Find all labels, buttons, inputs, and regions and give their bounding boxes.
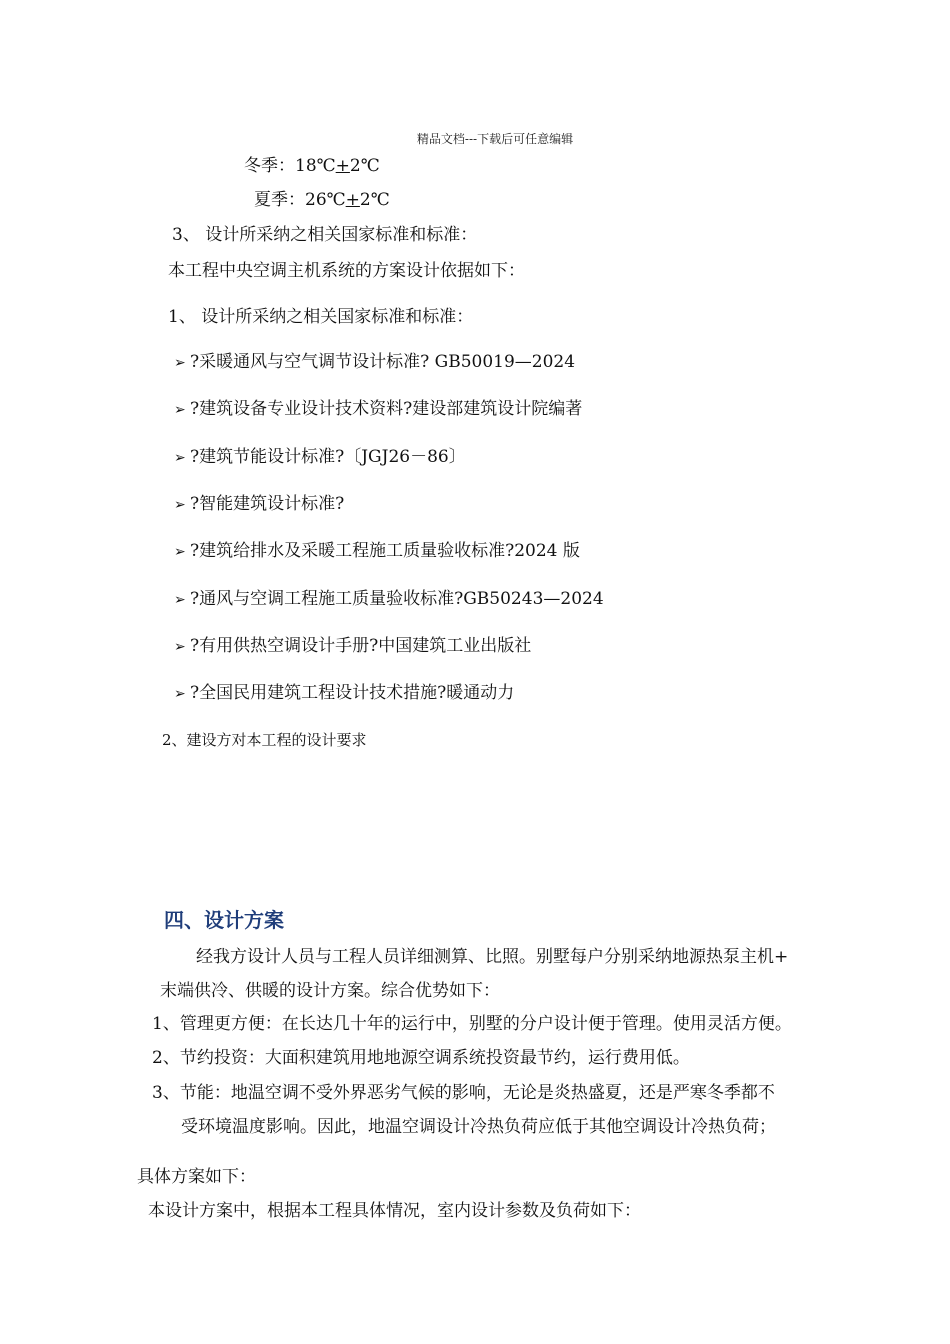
standard-item: [174, 638, 531, 655]
bullet-arrow-icon: ➢: [174, 402, 186, 418]
standard-text: ?有用供热空调设计手册?中国建筑工业出版社: [190, 636, 532, 656]
winter-temp-pm: +: [335, 156, 350, 176]
advantage-item: 2、节约投资：大面积建筑用地地源空调系统投资最节约，运行费用低。: [152, 1048, 690, 1068]
bullet-arrow-icon: ➢: [174, 497, 186, 513]
standard-text: ?建筑设备专业设计技术资料?建设部建筑设计院编著: [190, 399, 583, 419]
plan-intro: 具体方案如下：: [137, 1167, 256, 1187]
standard-text: ?采暖通风与空气调节设计标准? GB50019—2024: [190, 352, 576, 372]
bullet-arrow-icon: ➢: [174, 686, 186, 702]
paragraph-line-1: 经我方设计人员与工程人员详细测算、比照。别墅每户分别采纳地源热泵主机+: [196, 947, 789, 967]
summer-temperature: [254, 192, 390, 209]
standard-item: [174, 354, 575, 371]
standard-text: ?建筑节能设计标准?〔JGJ26－86〕: [190, 447, 466, 467]
section-1-heading: 1、 设计所采纳之相关国家标准和标准：: [168, 307, 474, 327]
standard-text: ?通风与空调工程施工质量验收标准?GB50243—2024: [190, 589, 604, 609]
standard-text: ?全国民用建筑工程设计技术措施?暖通动力: [190, 683, 515, 703]
section-2-heading: 2、建设方对本工程的设计要求: [162, 731, 367, 749]
chapter-title: 四、设计方案: [164, 908, 284, 932]
standard-item: [174, 543, 580, 560]
standard-item: [174, 401, 582, 418]
winter-temp-suffix: 2℃: [349, 156, 380, 176]
standard-item: [174, 591, 604, 608]
advantage-item: 1、管理更方便：在长达几十年的运行中，别墅的分户设计便于管理。使用灵活方便。: [152, 1014, 792, 1034]
bullet-arrow-icon: ➢: [174, 450, 186, 466]
advantage-item-continuation: 受环境温度影响。因此，地温空调设计冷热负荷应低于其他空调设计冷热负荷；: [181, 1117, 776, 1137]
standard-item: [174, 496, 344, 513]
winter-temp-prefix: 冬季：18℃: [244, 156, 336, 176]
plan-detail: 本设计方案中，根据本工程具体情况，室内设计参数及负荷如下：: [148, 1201, 641, 1221]
advantage-item: 3、节能：地温空调不受外界恶劣气候的影响，无论是炎热盛夏，还是严寒冬季都不: [152, 1083, 775, 1103]
section-3-heading: 3、 设计所采纳之相关国家标准和标准：: [172, 225, 478, 245]
standard-item: [174, 685, 514, 702]
bullet-arrow-icon: ➢: [174, 639, 186, 655]
summer-temp-prefix: 夏季：26℃: [254, 190, 346, 210]
basis-intro: 本工程中央空调主机系统的方案设计依据如下：: [168, 261, 525, 281]
standard-item: [174, 449, 466, 466]
winter-temperature: [244, 158, 380, 175]
paragraph-line-2: 末端供冷、供暖的设计方案。综合优势如下：: [160, 981, 500, 1001]
bullet-arrow-icon: ➢: [174, 592, 186, 608]
standard-text: ?智能建筑设计标准?: [190, 494, 345, 514]
summer-temp-pm: +: [345, 190, 360, 210]
bullet-arrow-icon: ➢: [174, 544, 186, 560]
bullet-arrow-icon: ➢: [174, 355, 186, 371]
page-header: 精品文档---下载后可任意编辑: [416, 132, 574, 146]
summer-temp-suffix: 2℃: [359, 190, 390, 210]
standard-text: ?建筑给排水及采暖工程施工质量验收标准?2024 版: [190, 541, 580, 561]
